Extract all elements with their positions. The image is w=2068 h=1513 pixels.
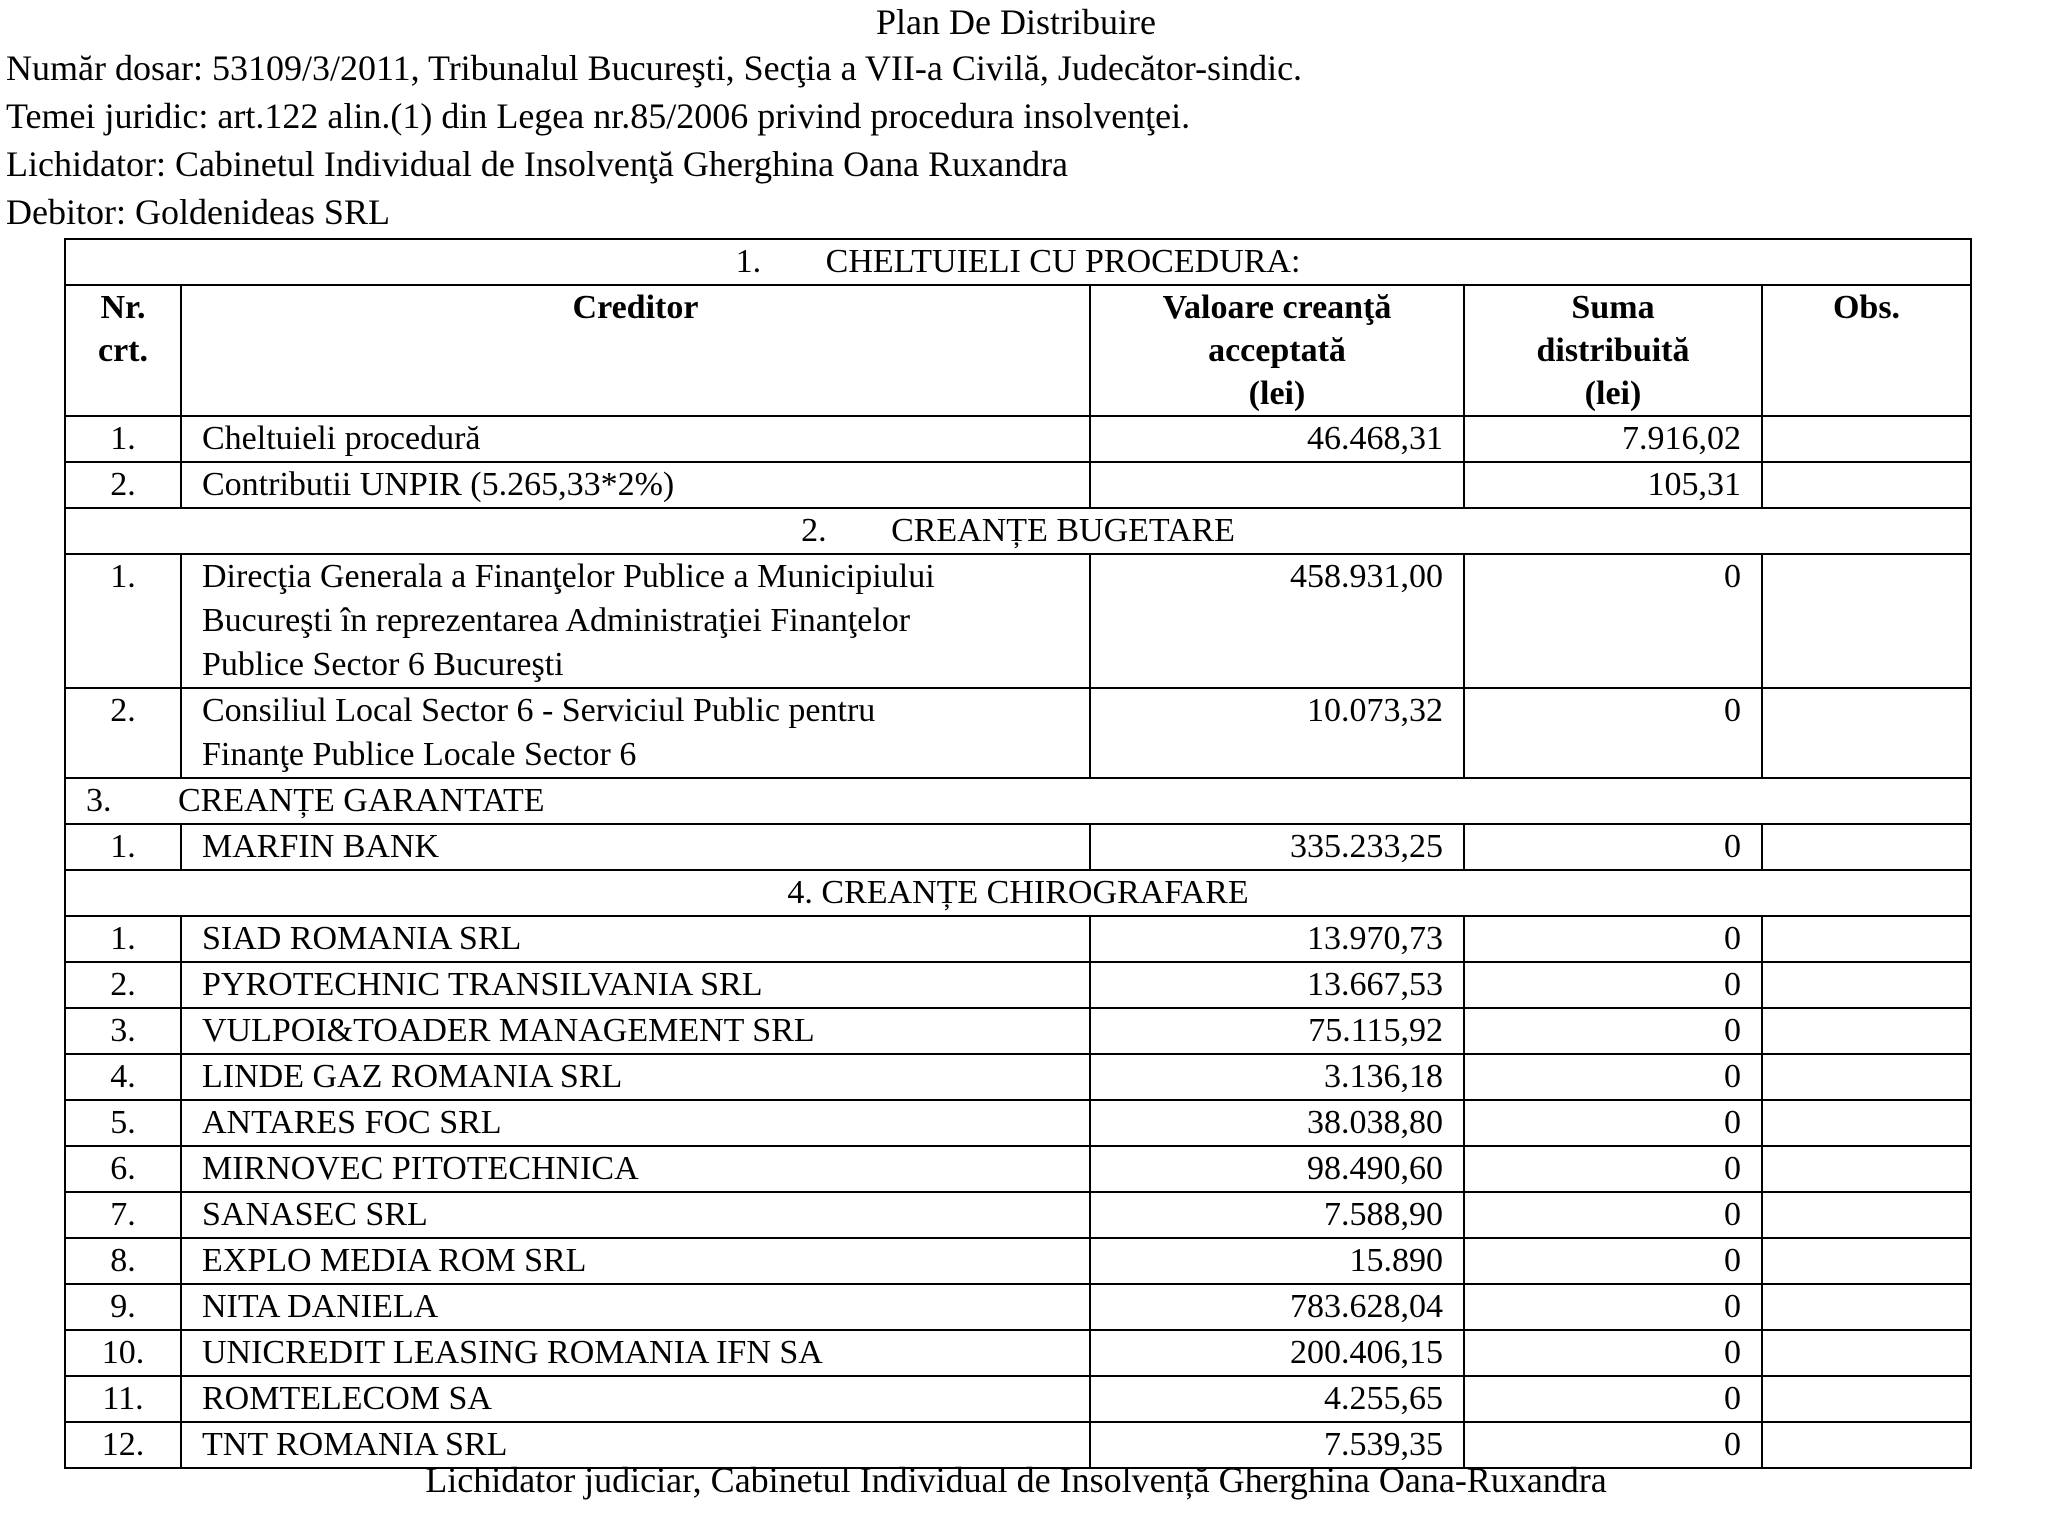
claim-value: 10.073,32 (1090, 688, 1464, 778)
table-row (65, 1054, 1971, 1100)
observations (1762, 1238, 1971, 1284)
col-header-creditor: Creditor (181, 285, 1090, 416)
section-header-row (65, 239, 1971, 285)
section-label: CREANȚE BUGETARE (891, 512, 1235, 549)
claim-value: 3.136,18 (1090, 1054, 1464, 1100)
row-number: 11. (65, 1376, 181, 1422)
observations (1762, 1008, 1971, 1054)
row-number: 1. (65, 416, 181, 462)
creditor-name: Cheltuieli procedură (181, 416, 1090, 462)
creditor-name: MARFIN BANK (181, 824, 1090, 870)
table-row (65, 688, 1971, 778)
claim-value: 783.628,04 (1090, 1284, 1464, 1330)
claim-value (1090, 462, 1464, 508)
section-number: 1. (735, 243, 762, 280)
creditor-name: PYROTECHNIC TRANSILVANIA SRL (181, 962, 1090, 1008)
row-number: 2. (65, 688, 181, 778)
creditor-name: Consiliul Local Sector 6 - Serviciul Public pentru Finanţe Publice Locale Sector 6 (181, 688, 1090, 778)
footer-signature: Lichidator judiciar, Cabinetul Individual de Insolvență Gherghina Oana-Ruxandra (425, 1460, 1607, 1500)
section-number: 2. (801, 512, 827, 549)
section-number: 3. (86, 782, 112, 819)
row-number: 8. (65, 1238, 181, 1284)
section-title (65, 239, 1971, 285)
section-label: CREANȚE GARANTATE (178, 782, 545, 819)
claim-value: 13.970,73 (1090, 916, 1464, 962)
col-header-suma: Suma distribuită (lei) (1464, 285, 1762, 416)
claim-value: 7.539,35 (1090, 1422, 1464, 1468)
distributed-amount: 0 (1464, 1284, 1762, 1330)
section-label: CREANȚE CHIROGRAFARE (821, 874, 1249, 911)
case-details (6, 44, 1302, 236)
distributed-amount: 7.916,02 (1464, 416, 1762, 462)
creditor-name: SIAD ROMANIA SRL (181, 916, 1090, 962)
claim-value: 75.115,92 (1090, 1008, 1464, 1054)
row-number: 1. (65, 824, 181, 870)
claim-value: 200.406,15 (1090, 1330, 1464, 1376)
distributed-amount: 105,31 (1464, 462, 1762, 508)
creditor-name: UNICREDIT LEASING ROMANIA IFN SA (181, 1330, 1090, 1376)
row-number: 2. (65, 962, 181, 1008)
observations (1762, 1284, 1971, 1330)
claim-value: 15.890 (1090, 1238, 1464, 1284)
col-header-valoare: Valoare creanţă acceptată (lei) (1090, 285, 1464, 416)
table-row (65, 1284, 1971, 1330)
legal-basis-line: Temei juridic: art.122 alin.(1) din Legea nr.85/2006 privind procedura insolvenţei. (6, 96, 1191, 136)
creditor-name: TNT ROMANIA SRL (181, 1422, 1090, 1468)
distributed-amount: 0 (1464, 1376, 1762, 1422)
section-label: CHELTUIELI CU PROCEDURA: (825, 243, 1301, 280)
creditor-name: EXPLO MEDIA ROM SRL (181, 1238, 1090, 1284)
observations (1762, 824, 1971, 870)
section-title (65, 870, 1971, 916)
creditor-name: MIRNOVEC PITOTECHNICA (181, 1146, 1090, 1192)
distributed-amount: 0 (1464, 916, 1762, 962)
distributed-amount: 0 (1464, 1008, 1762, 1054)
observations (1762, 416, 1971, 462)
distributed-amount: 0 (1464, 1330, 1762, 1376)
creditor-name: ANTARES FOC SRL (181, 1100, 1090, 1146)
claim-value: 46.468,31 (1090, 416, 1464, 462)
observations (1762, 1376, 1971, 1422)
column-header-row (65, 285, 1971, 416)
section-number: 4. (787, 874, 813, 911)
claim-value: 13.667,53 (1090, 962, 1464, 1008)
observations (1762, 1100, 1971, 1146)
table-row (65, 1008, 1971, 1054)
row-number: 10. (65, 1330, 181, 1376)
claim-value: 335.233,25 (1090, 824, 1464, 870)
distributed-amount: 0 (1464, 1192, 1762, 1238)
observations (1762, 462, 1971, 508)
claim-value: 98.490,60 (1090, 1146, 1464, 1192)
observations (1762, 688, 1971, 778)
col-header-obs: Obs. (1762, 285, 1971, 416)
observations (1762, 916, 1971, 962)
table-row (65, 1100, 1971, 1146)
section-header-row (65, 778, 1971, 824)
row-number: 1. (65, 554, 181, 688)
observations (1762, 1146, 1971, 1192)
row-number: 3. (65, 1008, 181, 1054)
distributed-amount: 0 (1464, 1422, 1762, 1468)
distributed-amount: 0 (1464, 1054, 1762, 1100)
claim-value: 4.255,65 (1090, 1376, 1464, 1422)
distributed-amount: 0 (1464, 962, 1762, 1008)
table-row (65, 416, 1971, 462)
section-title (65, 778, 1971, 824)
section-header-row (65, 508, 1971, 554)
row-number: 9. (65, 1284, 181, 1330)
distributed-amount: 0 (1464, 1146, 1762, 1192)
creditor-name: NITA DANIELA (181, 1284, 1090, 1330)
observations (1762, 554, 1971, 688)
table-row (65, 462, 1971, 508)
table-row (65, 1376, 1971, 1422)
creditor-name: Direcţia Generala a Finanţelor Publice a Municipiului Bucureşti în reprezentarea Administraţiei Finanţelor Publice Sector 6 Bucureşti (181, 554, 1090, 688)
claim-value: 38.038,80 (1090, 1100, 1464, 1146)
table-row (65, 1192, 1971, 1238)
distribution-table (64, 238, 1972, 1469)
row-number: 7. (65, 1192, 181, 1238)
creditor-name: VULPOI&TOADER MANAGEMENT SRL (181, 1008, 1090, 1054)
distributed-amount: 0 (1464, 824, 1762, 870)
table-row (65, 1238, 1971, 1284)
observations (1762, 1330, 1971, 1376)
section-title (65, 508, 1971, 554)
liquidator-line: Lichidator: Cabinetul Individual de Insolvenţă Gherghina Oana Ruxandra (6, 144, 1069, 184)
distributed-amount: 0 (1464, 1100, 1762, 1146)
table-row (65, 1330, 1971, 1376)
observations (1762, 1054, 1971, 1100)
creditor-name: ROMTELECOM SA (181, 1376, 1090, 1422)
observations (1762, 962, 1971, 1008)
case-number-line: Număr dosar: 53109/3/2011, Tribunalul Bucureşti, Secţia a VII-a Civilă, Judecător-sindic. (6, 48, 1303, 88)
distributed-amount: 0 (1464, 554, 1762, 688)
creditor-name: LINDE GAZ ROMANIA SRL (181, 1054, 1090, 1100)
row-number: 12. (65, 1422, 181, 1468)
page-title: Plan De Distribuire (876, 2, 1156, 42)
table-row (65, 962, 1971, 1008)
row-number: 2. (65, 462, 181, 508)
observations (1762, 1192, 1971, 1238)
table-row (65, 916, 1971, 962)
table-row (65, 1146, 1971, 1192)
unsecured-claims-body (65, 916, 1971, 1468)
section-header-row (65, 870, 1971, 916)
row-number: 6. (65, 1146, 181, 1192)
claim-value: 458.931,00 (1090, 554, 1464, 688)
table-row (65, 824, 1971, 870)
row-number: 1. (65, 916, 181, 962)
distributed-amount: 0 (1464, 688, 1762, 778)
creditor-name: Contributii UNPIR (5.265,33*2%) (181, 462, 1090, 508)
table-row (65, 554, 1971, 688)
debtor-line: Debitor: Goldenideas SRL (6, 192, 390, 232)
row-number: 4. (65, 1054, 181, 1100)
col-header-nr: Nr. crt. (65, 285, 181, 416)
claim-value: 7.588,90 (1090, 1192, 1464, 1238)
row-number: 5. (65, 1100, 181, 1146)
distributed-amount: 0 (1464, 1238, 1762, 1284)
creditor-name: SANASEC SRL (181, 1192, 1090, 1238)
